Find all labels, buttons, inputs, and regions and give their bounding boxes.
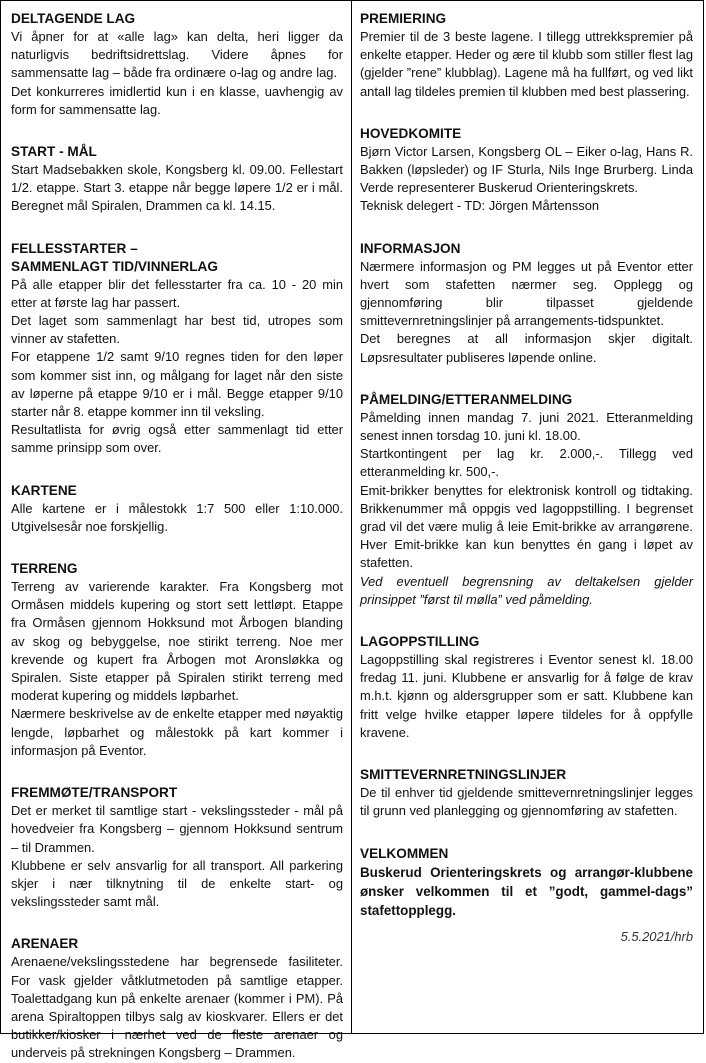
date-signature: 5.5.2021/hrb bbox=[620, 928, 693, 944]
italic-note: Ved eventuell begrensning av deltakelsen gjelder prinsippet ”først til mølla” ved påmelding. bbox=[360, 573, 693, 607]
section-velkommen bbox=[360, 845, 693, 946]
section-hovedkomite bbox=[360, 125, 693, 216]
section-heading: TERRENG bbox=[11, 561, 78, 577]
section-paragraph: På alle etapper blir det fellesstarter fra ca. 10 - 20 min etter at første lag har passert. bbox=[11, 276, 343, 310]
section-heading: DELTAGENDE LAG bbox=[11, 11, 136, 26]
section-informasjon bbox=[360, 240, 693, 367]
section-paragraph: Påmelding innen mandag 7. juni 2021. Etteranmelding senest innen torsdag 10. juni kl. 18.00. bbox=[360, 409, 693, 444]
right-column bbox=[352, 1, 703, 1033]
section-paragraph: Bjørn Victor Larsen, Kongsberg OL – Eiker o-lag, Hans R. Bakken (løpsleder) og IF Sturla, Nils Inge Brurberg. Linda Verde representerer Buskerud Orienteringskrets. bbox=[360, 143, 693, 196]
section-paragraph: De til enhver tid gjeldende smittevernretningslinjer legges til grunn ved planlegging og gjennomføring av stafetten. bbox=[360, 785, 693, 819]
section-kartene bbox=[11, 482, 343, 536]
left-column bbox=[1, 1, 352, 1061]
section-paragraph: Terreng av varierende karakter. Fra Kongsberg mot Ormåsen middels kupering og stort sett lettløpt. Etappe fra Ormåsen gjennom Hokksund mot Årbogen blanding av skog og bebyggelse, noe stirikt terreng. Noe mer krevende og kupert fra Årbogen mot Aronsløkka og Spiralen. Siste etapper på Spiralen stirikt terreng med moderat kupering og middels løpbarhet. bbox=[11, 579, 343, 704]
section-paragraph: Det er merket til samtlige start - vekslingssteder - mål på hovedveier fra Kongsberg – gjennom Hokksund sentrum – til Drammen. bbox=[11, 803, 343, 855]
section-paragraph: Det konkurreres imidlertid kun i en klasse, uavhengig av form for sammensatte lag. bbox=[11, 83, 343, 117]
section-premiering bbox=[360, 10, 693, 101]
section-heading: INFORMASJON bbox=[360, 240, 461, 256]
section-smittevernretningslinjer bbox=[360, 766, 693, 820]
section-heading: SMITTEVERNRETNINGSLINJER bbox=[360, 767, 567, 783]
section-fremmote-transport bbox=[11, 784, 343, 911]
section-heading: SAMMENLAGT TID/VINNERLAG bbox=[11, 258, 218, 274]
section-heading: KARTENE bbox=[11, 482, 77, 498]
section-paragraph: Lagoppstilling skal registreres i Eventor senest kl. 18.00 fredag 11. juni. Klubbene er ansvarlig for å følge de krav m.h.t. kjønn og aldersgrupper som er satt. Klubbene kan fritt velge hvilke etapper løpere tildeles for å oppfylle kravene. bbox=[360, 652, 693, 740]
section-paragraph: Klubbene er selv ansvarlig for all transport. All parkering skjer i nær tilknytning til de enkelte start- og vekslingssteder samt mål. bbox=[11, 857, 343, 910]
section-heading: LAGOPPSTILLING bbox=[360, 634, 480, 650]
section-deltagende-lag bbox=[11, 10, 343, 119]
section-arenaer bbox=[11, 935, 343, 1062]
section-paragraph: Nærmere beskrivelse av de enkelte etapper med nøyaktig lengde, løpbarhet og målestokk på kart kommer i informasjon på Eventor. bbox=[11, 706, 343, 758]
section-heading: HOVEDKOMITE bbox=[360, 125, 462, 141]
section-paragraph: Emit-brikker benyttes for elektronisk kontroll og tidtaking. Brikkenummer må oppgis ved lagoppstilling. I begrenset grad vil det være mulig å leie Emit-brikke av arrangørene. Hver Emit-brikke kan kun benyttes én gang i løpet av stafetten. bbox=[360, 482, 693, 571]
section-lagoppstilling bbox=[360, 633, 693, 742]
section-paragraph: Arenaene/vekslingsstedene har begrensede fasiliteter. For vask gjelder våtklutmetoden på samtlige etapper. Toalettadgang kun på enkelte arenaer (kommer i PM). På arena Spiraltoppen tilbys salg av kioskvarer. Ellers er det butikker/kiosker i nærhet ved de fleste arenaer og underveis på strekningen Kongsberg – Drammen. bbox=[11, 954, 343, 1061]
section-heading: VELKOMMEN bbox=[360, 845, 449, 861]
section-paragraph: Start Madsebakken skole, Kongsberg kl. 09.00. Fellestart 1/2. etappe. Start 3. etappe når begge løpere 1/2 er i mål. Beregnet mål Spiralen, Drammen ca kl. 14.15. bbox=[11, 162, 343, 214]
section-heading: FREMMØTE/TRANSPORT bbox=[11, 785, 178, 801]
section-paragraph: Teknisk delegert - TD: Jörgen Mårtensson bbox=[360, 198, 600, 214]
section-start-mal bbox=[11, 143, 343, 216]
section-heading: PREMIERING bbox=[360, 11, 447, 26]
section-heading: ARENAER bbox=[11, 936, 79, 952]
section-paragraph: Det beregnes at all informasjon skjer digitalt. Løpsresultater publiseres løpende online. bbox=[360, 331, 693, 365]
section-paragraph: For etappene 1/2 samt 9/10 regnes tiden for den løper som kommer sist inn, og målgang for laget når den siste av løperne på etappe 9/10 er i mål. Begge etapper 9/10 starter når 8. etappe kommer inn til veksling. bbox=[11, 349, 343, 420]
section-heading: FELLESSTARTER – bbox=[11, 240, 138, 256]
section-paragraph: Premier til de 3 beste lagene. I tillegg uttrekkspremier på enkelte etapper. Heder og ære til klubb som stiller flest lag (gjelder ”rene” klubblag). Lagene må ha fullført, og ved likt antall lag tildeles premien til klubben med best plassering. bbox=[360, 29, 693, 99]
section-terreng bbox=[11, 560, 343, 760]
section-heading: PÅMELDING/ETTERANMELDING bbox=[360, 391, 573, 407]
section-paragraph: Startkontingent per lag kr. 2.000,-. Tillegg ved etteranmelding kr. 500,-. bbox=[360, 446, 693, 480]
section-paragraph: Resultatlista for øvrig også etter sammenlagt tid etter samme prinsipp som over. bbox=[11, 422, 343, 456]
section-paragraph: Nærmere informasjon og PM legges ut på Eventor etter hvert som stafetten nærmer seg. Opplegg og gjennomføring blir tilpasset gjeldende smittevernretningslinjer på arrangements-tidspunktet. bbox=[360, 258, 693, 329]
section-paragraph: Vi åpner for at «alle lag» kan delta, heri ligger da naturligvis bedriftsidrettslag. Videre åpnes for sammensatte lag – både fra ordinære o-lag og andre lag. bbox=[11, 29, 343, 81]
section-paragraph: Alle kartene er i målestokk 1:7 500 eller 1:10.000. Utgivelsesår noe forskjellig. bbox=[11, 500, 343, 534]
section-heading: START - MÅL bbox=[11, 144, 97, 160]
welcome-message: Buskerud Orienteringskrets og arrangør-klubbene ønsker velkommen til et ”godt, gammel-dags” stafettopplegg. bbox=[360, 864, 693, 918]
section-paragraph: Det laget som sammenlagt har best tid, utropes som vinner av stafetten. bbox=[11, 313, 343, 347]
section-pamelding-etteranmelding bbox=[360, 391, 693, 609]
section-fellesstarter bbox=[11, 240, 343, 458]
